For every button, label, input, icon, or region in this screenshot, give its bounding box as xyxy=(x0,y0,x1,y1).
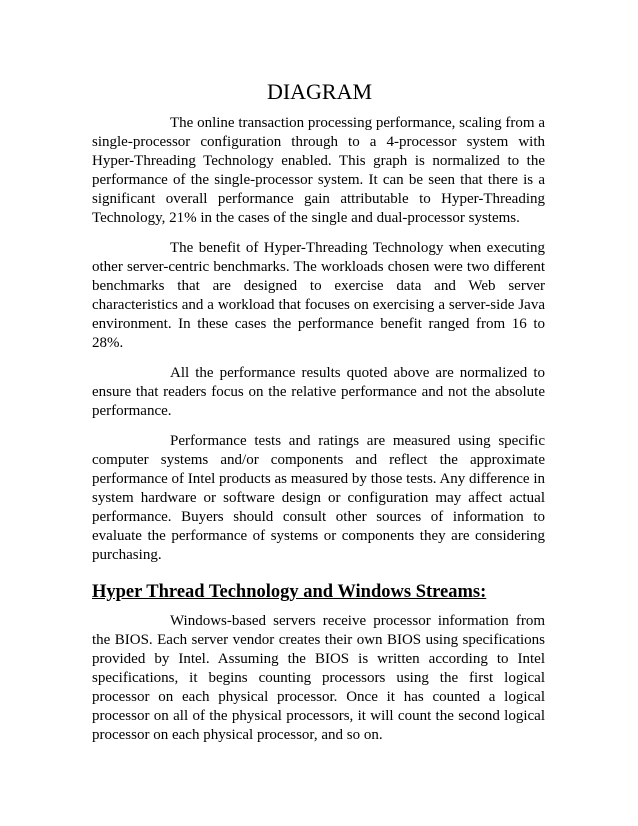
document-title: DIAGRAM xyxy=(266,79,373,104)
paragraph-oltp-scaling: The online transaction processing performance, scaling from a single-processor configuration through to a 4-processor system with Hyper-Threading Technology enabled. This graph is normalized to the performance of the single-processor system. It can be seen that there is a significant overall performance gain attributable to Hyper-Threading Technology, 21% in the cases of the single and dual-processor systems. xyxy=(92,115,545,226)
paragraph-normalization-note: All the performance results quoted above are normalized to ensure that readers focus on the relative performance and not the absolute performance. xyxy=(92,365,545,419)
paragraph-performance-disclaimer: Performance tests and ratings are measured using specific computer systems and/or components and reflect the approximate performance of Intel products as measured by those tests. Any difference in system hardware or software design or configuration may affect actual performance. Buyers should consult other sources of information to evaluate the performance of systems or components they are considering purchasing. xyxy=(92,433,545,563)
paragraph-bios-counting: Windows-based servers receive processor information from the BIOS. Each server vendor creates their own BIOS using specifications provided by Intel. Assuming the BIOS is written according to Intel specifications, it begins counting processors using the first logical processor on each physical processor. Once it has counted a logical processor on all of the physical processors, it will count the second logical processor on each physical processor, and so on. xyxy=(92,613,545,743)
paragraph-server-benchmarks: The benefit of Hyper-Threading Technology when executing other server-centric benchmarks. The workloads chosen were two different benchmarks that are designed to exercise data and Web server characteristics and a workload that focuses on exercising a server-side Java environment. In these cases the performance benefit ranged from 16 to 28%. xyxy=(92,240,545,351)
document-page xyxy=(92,78,545,756)
section-heading: Hyper Thread Technology and Windows Streams: xyxy=(92,582,487,602)
